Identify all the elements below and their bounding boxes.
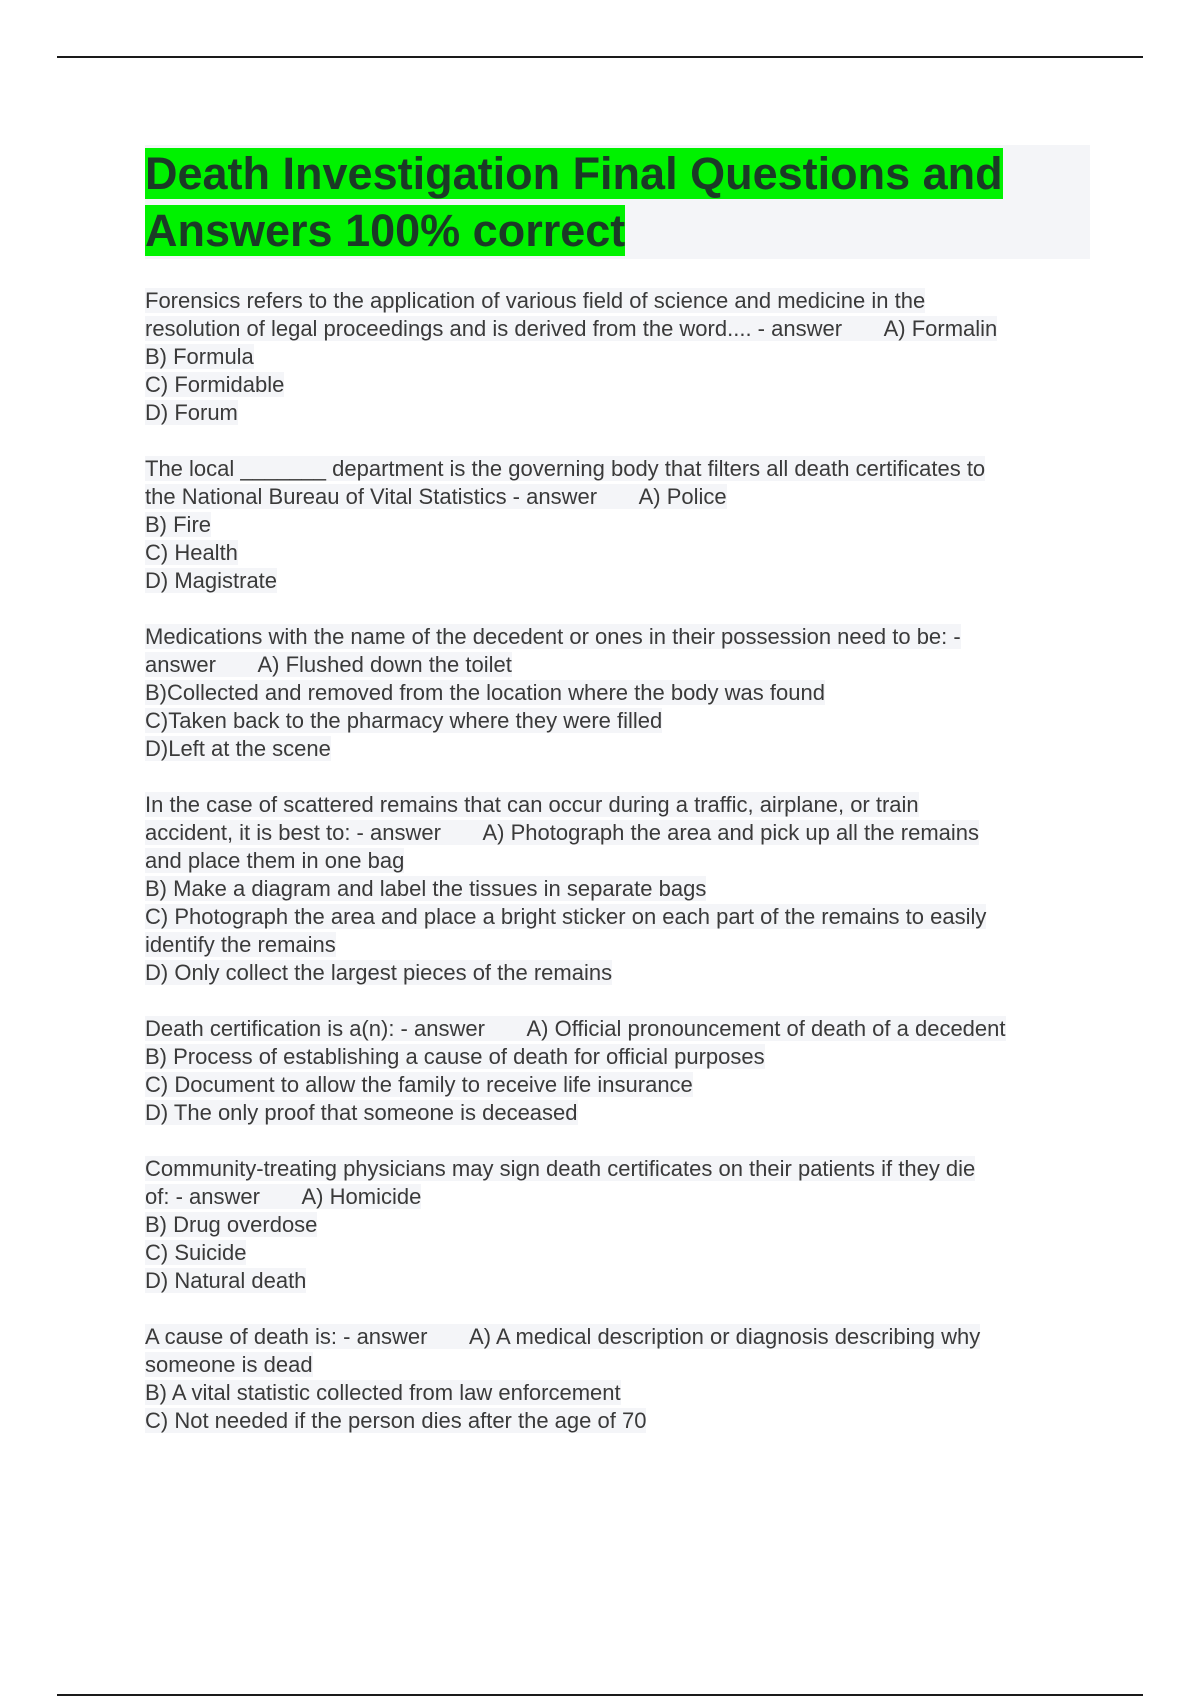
question-list [145, 287, 1090, 1435]
question-line [145, 651, 1090, 679]
title-line-2: Answers 100% correct [145, 205, 626, 256]
question-line-text: B) Fire [145, 512, 211, 537]
question-line [145, 819, 1090, 847]
question-line [145, 959, 1090, 987]
question-block [145, 791, 1090, 987]
question-block [145, 1015, 1090, 1127]
question-line-text: C) Photograph the area and place a bright sticker on each part of the remains to easily [145, 904, 987, 929]
question-line-text: C) Health [145, 540, 238, 565]
question-line [145, 567, 1090, 595]
question-line [145, 1351, 1090, 1379]
question-line [145, 1379, 1090, 1407]
question-line [145, 371, 1090, 399]
question-line-text: Medications with the name of the decedent or ones in their possession need to be: - [145, 624, 961, 649]
question-line [145, 343, 1090, 371]
question-line [145, 455, 1090, 483]
title-line-1: Death Investigation Final Questions and [145, 148, 1003, 199]
question-block [145, 1155, 1090, 1295]
top-rule [57, 56, 1143, 58]
question-line-text: D) The only proof that someone is deceased [145, 1100, 578, 1125]
document-title [145, 145, 1090, 259]
question-line [145, 707, 1090, 735]
question-line [145, 399, 1090, 427]
question-line-text: A cause of death is: - answer A) A medical description or diagnosis describing why [145, 1324, 981, 1349]
question-line-text: Death certification is a(n): - answer A) Official pronouncement of death of a decedent [145, 1016, 1006, 1041]
question-line-text: B) Process of establishing a cause of death for official purposes [145, 1044, 765, 1069]
question-line [145, 875, 1090, 903]
question-line-text: D) Magistrate [145, 568, 278, 593]
question-line-text: D) Only collect the largest pieces of the remains [145, 960, 613, 985]
question-line-text: B) A vital statistic collected from law enforcement [145, 1380, 621, 1405]
question-line-text: C) Document to allow the family to receive life insurance [145, 1072, 693, 1097]
question-line-text: C) Formidable [145, 372, 285, 397]
question-line-text: Community-treating physicians may sign death certificates on their patients if they die [145, 1156, 976, 1181]
question-block [145, 287, 1090, 427]
question-line [145, 735, 1090, 763]
question-line-text: someone is dead [145, 1352, 313, 1377]
title-block [145, 145, 1090, 259]
question-line [145, 287, 1090, 315]
question-line-text: C)Taken back to the pharmacy where they were filled [145, 708, 663, 733]
question-line [145, 679, 1090, 707]
question-line [145, 623, 1090, 651]
question-block [145, 455, 1090, 595]
question-line-text: B)Collected and removed from the location where the body was found [145, 680, 825, 705]
question-line-text: D)Left at the scene [145, 736, 331, 761]
question-line [145, 1183, 1090, 1211]
question-line [145, 847, 1090, 875]
question-block [145, 1323, 1090, 1435]
question-line-text: C) Not needed if the person dies after the age of 70 [145, 1408, 647, 1433]
question-line [145, 483, 1090, 511]
question-line [145, 539, 1090, 567]
bottom-rule [57, 1694, 1143, 1696]
question-line [145, 1043, 1090, 1071]
question-line-text: B) Make a diagram and label the tissues in separate bags [145, 876, 707, 901]
question-line [145, 1071, 1090, 1099]
question-line-text: B) Drug overdose [145, 1212, 318, 1237]
question-line [145, 903, 1090, 931]
question-line-text: accident, it is best to: - answer A) Photograph the area and pick up all the remains [145, 820, 980, 845]
question-line-text: In the case of scattered remains that can occur during a traffic, airplane, or train [145, 792, 919, 817]
question-line [145, 1323, 1090, 1351]
question-line-text: C) Suicide [145, 1240, 247, 1265]
question-line [145, 1015, 1090, 1043]
question-line [145, 1239, 1090, 1267]
question-line [145, 1267, 1090, 1295]
question-line-text: and place them in one bag [145, 848, 405, 873]
document-body [145, 145, 1090, 1435]
question-line-text: B) Formula [145, 344, 254, 369]
question-line-text: D) Natural death [145, 1268, 307, 1293]
question-line-text: The local _______ department is the governing body that filters all death certificates to [145, 456, 986, 481]
question-line-text: answer A) Flushed down the toilet [145, 652, 512, 677]
question-block [145, 623, 1090, 763]
question-line [145, 1099, 1090, 1127]
question-line-text: of: - answer A) Homicide [145, 1184, 422, 1209]
question-line-text: D) Forum [145, 400, 238, 425]
question-line-text: resolution of legal proceedings and is derived from the word.... - answer A) Formalin [145, 316, 998, 341]
question-line [145, 1211, 1090, 1239]
question-line [145, 315, 1090, 343]
question-line [145, 791, 1090, 819]
question-line [145, 511, 1090, 539]
question-line [145, 1155, 1090, 1183]
question-line [145, 1407, 1090, 1435]
question-line [145, 931, 1090, 959]
question-line-text: Forensics refers to the application of various field of science and medicine in the [145, 288, 926, 313]
question-line-text: identify the remains [145, 932, 336, 957]
question-line-text: the National Bureau of Vital Statistics - answer A) Police [145, 484, 727, 509]
